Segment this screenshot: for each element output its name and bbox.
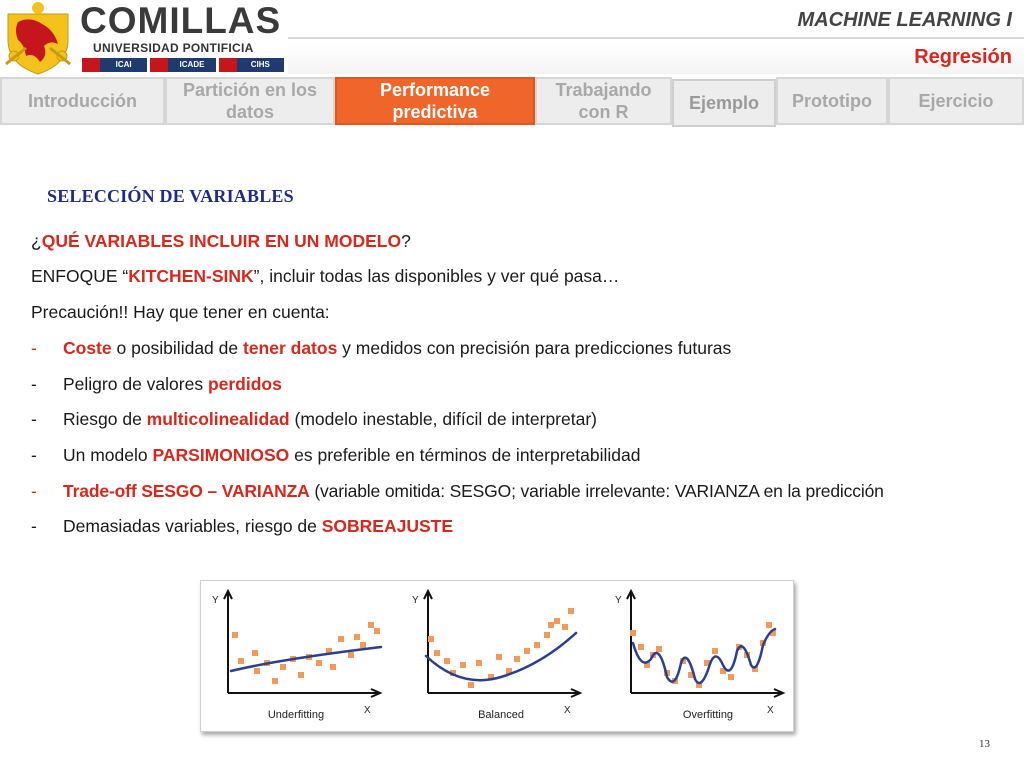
bullet-highlight: tener datos <box>242 338 338 358</box>
x-axis-label: X <box>767 705 774 716</box>
bullet-text: y medidos con precisión para predicciones futuras <box>337 338 732 358</box>
tab-ejemplo[interactable]: Ejemplo <box>672 79 776 127</box>
tab-trabajando-r[interactable]: Trabajando con R <box>535 77 672 125</box>
caution-line: Precaución!! Hay que tener en cuenta: <box>31 302 330 322</box>
data-point <box>360 642 366 648</box>
y-axis-label: Y <box>615 595 622 606</box>
data-point <box>728 674 734 680</box>
ks-prefix: ENFOQUE “ <box>31 266 129 286</box>
question-prefix: ¿ <box>31 231 42 251</box>
y-axis-label: Y <box>412 595 419 606</box>
bullet-dash: - <box>31 374 37 394</box>
fitting-figure <box>200 580 794 732</box>
bullet-highlight: Coste <box>63 338 112 358</box>
data-point <box>554 618 560 624</box>
school-strip-accent <box>150 58 168 72</box>
bullet-sobreajuste <box>63 516 453 537</box>
data-point <box>316 660 322 666</box>
logo-wordmark: COMILLAS <box>80 0 282 41</box>
bullet-text: Riesgo de <box>63 409 147 429</box>
y-axis-label: Y <box>212 595 219 606</box>
ks-suffix: ”, incluir todas las disponibles y ver qué pasa… <box>253 266 620 286</box>
data-point <box>348 652 354 658</box>
question-suffix: ? <box>401 231 411 251</box>
tab-prototipo[interactable]: Prototipo <box>776 77 888 125</box>
bullet-text: Demasiadas variables, riesgo de <box>63 516 322 536</box>
data-point <box>460 662 466 668</box>
data-point <box>638 644 644 650</box>
data-point <box>354 634 360 640</box>
data-point <box>368 622 374 628</box>
data-point <box>238 658 244 664</box>
panel-label-overfitting: Overfitting <box>682 709 734 721</box>
logo-subtitle: UNIVERSIDAD PONTIFICIA <box>93 41 254 55</box>
question-highlight: QUÉ VARIABLES INCLUIR EN UN MODELO <box>41 231 402 251</box>
bullet-tradeoff <box>63 481 884 502</box>
university-logo <box>0 0 290 76</box>
tab-introduccion[interactable]: Introducción <box>0 77 165 125</box>
tab-ejercicio[interactable]: Ejercicio <box>888 77 1024 125</box>
bullet-perdidos <box>63 374 282 395</box>
bullet-coste <box>63 338 731 359</box>
x-axis-label: X <box>564 705 571 716</box>
data-point <box>534 642 540 648</box>
bullet-text: (variable omitida: SESGO; variable irrelevante: VARIANZA en la predicción <box>309 481 884 501</box>
school-strip-accent <box>82 58 100 72</box>
data-point <box>374 628 380 634</box>
kitchen-sink-line <box>31 266 619 287</box>
bullet-text: o posibilidad de <box>111 338 243 358</box>
data-point <box>338 636 344 642</box>
tab-performance-predictiva[interactable]: Performance predictiva <box>335 77 535 125</box>
bullet-dash: - <box>31 481 37 501</box>
data-point <box>514 656 520 662</box>
bullet-highlight: multicolinealidad <box>146 409 290 429</box>
bullet-dash: - <box>31 338 37 358</box>
crest-icon <box>0 0 76 76</box>
section-title: Regresión <box>914 46 1012 68</box>
data-point <box>496 654 502 660</box>
tab-particion-datos[interactable]: Partición en los datos <box>165 77 335 125</box>
data-point <box>468 682 474 688</box>
bullet-text: Peligro de valores <box>63 374 208 394</box>
panel-label-underfitting: Underfitting <box>267 709 325 721</box>
course-title: MACHINE LEARNING I <box>797 9 1012 31</box>
data-point <box>548 622 554 628</box>
school-icai: ICAI <box>100 58 150 72</box>
data-point <box>544 632 550 638</box>
data-point <box>434 650 440 656</box>
bullet-text: es preferible en términos de interpretabilidad <box>289 445 641 465</box>
header-divider <box>288 37 1024 39</box>
data-point <box>630 630 636 636</box>
data-point <box>524 648 530 654</box>
bullet-dash: - <box>31 445 37 465</box>
bullet-text: (modelo inestable, difícil de interpretar) <box>289 409 597 429</box>
school-strip <box>82 58 284 72</box>
bullet-dash: - <box>31 516 37 536</box>
data-point <box>656 646 662 652</box>
bullet-dash: - <box>31 409 37 429</box>
data-point <box>280 664 286 670</box>
panel-label-balanced: Balanced <box>478 709 524 721</box>
school-strip-accent <box>219 58 237 72</box>
school-icade: ICADE <box>168 58 218 72</box>
bullet-text: Un modelo <box>63 445 153 465</box>
data-point <box>330 664 336 670</box>
school-cihs: CIHS <box>250 60 270 69</box>
data-point <box>568 608 574 614</box>
data-point <box>298 672 304 678</box>
data-point <box>232 632 238 638</box>
header <box>0 0 1024 78</box>
question-line <box>31 231 411 252</box>
bullet-highlight: Trade-off SESGO – VARIANZA <box>63 481 310 501</box>
data-point <box>712 648 718 654</box>
x-axis-label: X <box>364 705 371 716</box>
bullet-highlight: SOBREAJUSTE <box>321 516 454 536</box>
section-nav <box>0 77 1024 127</box>
data-point <box>272 678 278 684</box>
data-point <box>428 636 434 642</box>
page-number: 13 <box>979 738 990 750</box>
bullet-highlight: PARSIMONIOSO <box>152 445 290 465</box>
data-point <box>766 622 772 628</box>
bullet-parsimonioso <box>63 445 640 466</box>
bullet-multicolinealidad <box>63 409 597 430</box>
data-point <box>476 660 482 666</box>
data-point <box>444 658 450 664</box>
bullet-highlight: perdidos <box>207 374 282 394</box>
data-point <box>254 668 260 674</box>
slide-heading: SELECCIÓN DE VARIABLES <box>47 186 294 206</box>
data-point <box>562 624 568 630</box>
ks-highlight: KITCHEN-SINK <box>128 266 254 286</box>
data-point <box>252 650 258 656</box>
